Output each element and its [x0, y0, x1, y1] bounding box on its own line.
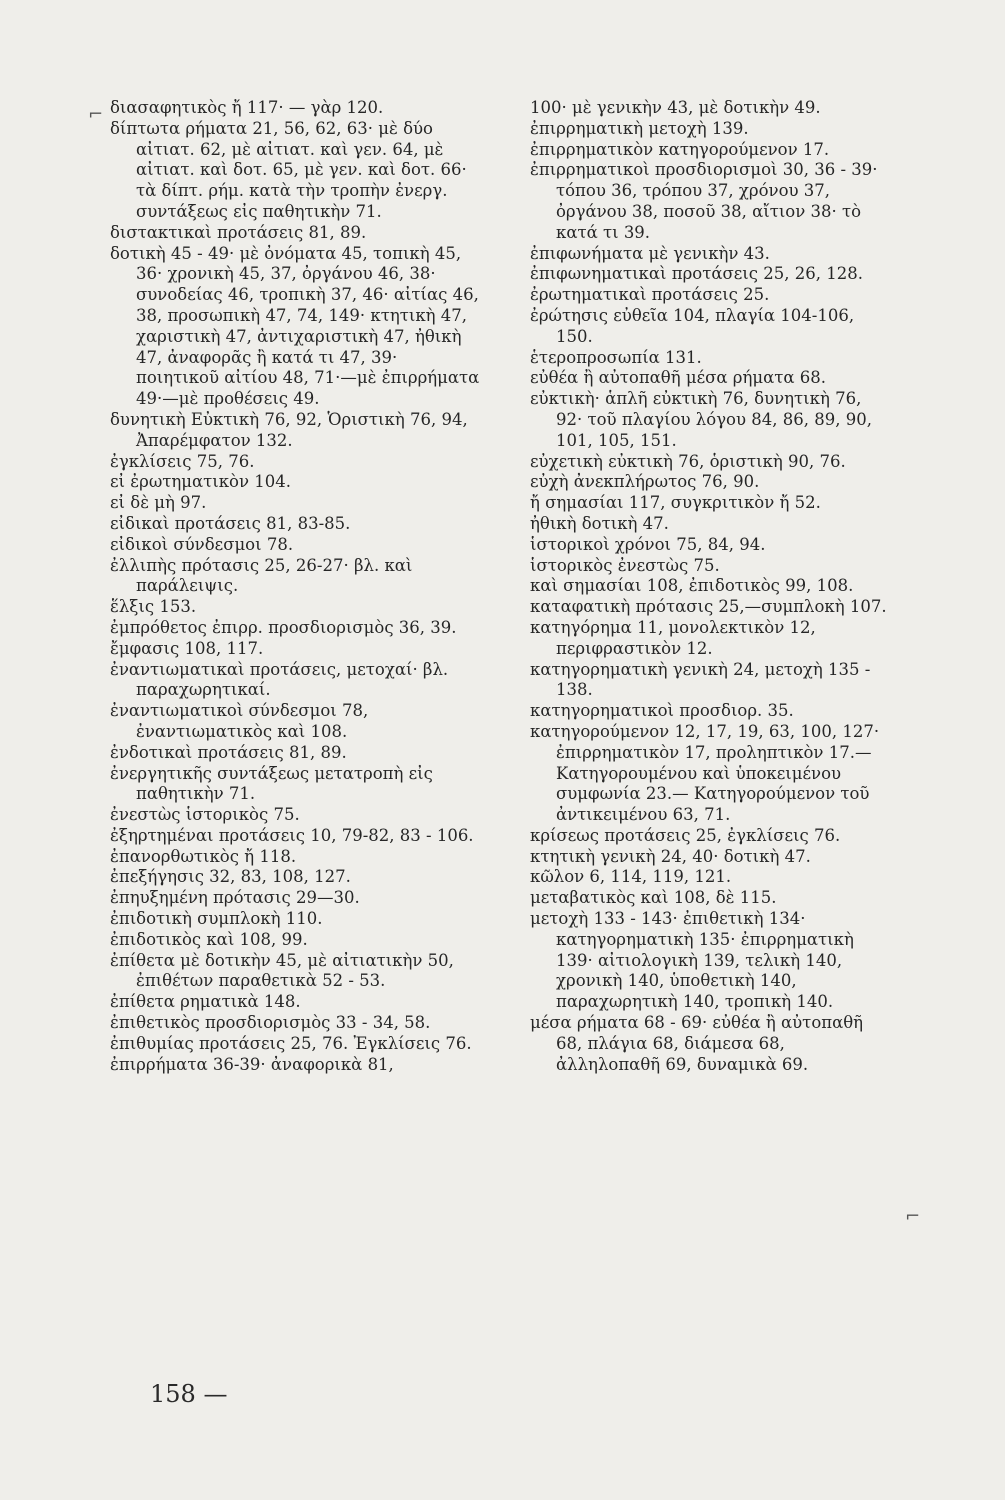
- index-entry: κατηγορούμενον 12, 17, 19, 63, 100, 127· ἐπιρρηματικὸν 17, προληπτικὸν 17.— Κατηγορουμένου καὶ ὑποκειμένου συμφωνία 23.— Κατηγορούμενον τοῦ ἀντικειμένου 63, 71.: [530, 721, 880, 825]
- index-entry: μέσα ρήματα 68 - 69· εὐθέα ἢ αὐτοπαθῆ 68, πλάγια 68, διάμεσα 68, ἀλληλοπαθῆ 69, δυναμικὰ 69.: [530, 1013, 864, 1074]
- index-entry: εἰδικαὶ προτάσεις 81, 83-85.: [110, 513, 351, 533]
- index-entry: ἤ σημασίαι 117, συγκριτικὸν ἤ 52.: [530, 493, 821, 513]
- index-entry: εὐθέα ἢ αὐτοπαθῆ μέσα ρήματα 68.: [530, 368, 826, 388]
- index-entry: ἐπιρρήματα 36-39· ἀναφορικὰ 81,: [110, 1054, 394, 1074]
- index-entry: ἐπιφωνήματα μὲ γενικὴν 43.: [530, 243, 770, 263]
- index-entry: εὐχετικὴ εὐκτικὴ 76, ὁριστικὴ 90, 76.: [530, 451, 846, 471]
- index-entry: 100· μὲ γενικὴν 43, μὲ δοτικὴν 49.: [530, 98, 821, 117]
- index-entry: ἐπηυξημένη πρότασις 29—30.: [110, 888, 360, 908]
- index-entry: ἱστορικὸς ἐνεστὼς 75.: [530, 555, 720, 575]
- index-entry: διστακτικαὶ προτάσεις 81, 89.: [110, 222, 367, 242]
- index-entry: ἐναντιωματικοὶ σύνδεσμοι 78, ἐναντιωματικὸς καὶ 108.: [110, 701, 369, 741]
- index-entry: ἐγκλίσεις 75, 76.: [110, 451, 255, 471]
- index-entry: κῶλον 6, 114, 119, 121.: [530, 867, 732, 887]
- index-entry: ἐπιρρηματικὴ μετοχὴ 139.: [530, 118, 749, 138]
- index-entry: μετοχὴ 133 - 143· ἐπιθετικὴ 134· κατηγορηματικὴ 135· ἐπιρρηματικὴ 139· αἰτιολογικὴ 139, τελικὴ 140, χρονικὴ 140, ὑποθετικὴ 140, παραχωρητικὴ 140, τροπικὴ 140.: [530, 909, 854, 1012]
- index-entry: ἐλλιπὴς πρότασις 25, 26-27· βλ. καὶ παράλειψις.: [110, 555, 413, 596]
- margin-mark-right: ⌐: [905, 1206, 921, 1227]
- index-entry: κρίσεως προτάσεις 25, ἐγκλίσεις 76.: [530, 825, 841, 845]
- index-entry: δοτικὴ 45 - 49· μὲ ὀνόματα 45, τοπικὴ 45, 36· χρονικὴ 45, 37, ὀργάνου 46, 38· συνοδείας 46, τροπικὴ 37, 46· αἰτίας 46, 38, προσωπικὴ 47, 74, 149· κτητικὴ 47, χαριστικὴ 47, ἀντιχαριστικὴ 47, ἠθικὴ 47, ἀναφορᾶς ἢ κατά τι 47, 39· ποιητικοῦ αἰτίου 48, 71·—μὲ ἐπιρρήματα 49·—μὲ προθέσεις 49.: [110, 243, 480, 409]
- index-entry: ἑτεροπροσωπία 131.: [530, 347, 702, 367]
- index-entry: διασαφητικὸς ἤ 117· — γὰρ 120.: [110, 98, 384, 117]
- index-entry: ἐμπρόθετος ἐπιρρ. προσδιορισμὸς 36, 39.: [110, 617, 457, 637]
- index-entry: ἐπιρρηματικὸν κατηγορούμενον 17.: [530, 139, 830, 159]
- index-entry: ἐπιθετικὸς προσδιορισμὸς 33 - 34, 58.: [110, 1013, 431, 1033]
- index-entry: ἕλξις 153.: [110, 597, 197, 617]
- index-entry: εὐχὴ ἀνεκπλήρωτος 76, 90.: [530, 472, 760, 492]
- index-entry: ἐναντιωματικαὶ προτάσεις, μετοχαί· βλ. παραχωρητικαί.: [110, 659, 449, 700]
- index-entry: κατηγορηματικοὶ προσδιορ. 35.: [530, 701, 794, 721]
- index-entry: ἐνεργητικῆς συντάξεως μετατροπὴ εἰς παθητικὴν 71.: [110, 763, 433, 804]
- index-entry: μεταβατικὸς καὶ 108, δὲ 115.: [530, 888, 777, 908]
- index-column-right: [530, 98, 892, 1075]
- margin-mark: ⌐: [88, 104, 104, 125]
- index-entry: δίπτωτα ρήματα 21, 56, 62, 63· μὲ δύο αἰτιατ. 62, μὲ αἰτιατ. καὶ γεν. 64, μὲ αἰτιατ. καὶ δοτ. 65, μὲ γεν. καὶ δοτ. 66· τὰ δίπτ. ρήμ. κατὰ τὴν τροπὴν ἐνεργ. συντάξεως εἰς παθητικὴν 71.: [110, 118, 467, 221]
- index-entry: δυνητικὴ Εὐκτικὴ 76, 92, Ὁριστικὴ 76, 94, Ἀπαρέμφατον 132.: [110, 409, 468, 450]
- index-entry: καὶ σημασίαι 108, ἐπιδοτικὸς 99, 108.: [530, 576, 854, 596]
- index-entry: ἐνεστὼς ἱστορικὸς 75.: [110, 805, 300, 825]
- index-entry: κατηγορηματικὴ γενικὴ 24, μετοχὴ 135 - 138.: [530, 659, 871, 700]
- index-entry: ἐπιδοτικὴ συμπλοκὴ 110.: [110, 909, 323, 929]
- index-entry: καταφατικὴ πρότασις 25,—συμπλοκὴ 107.: [530, 597, 887, 617]
- index-entry: ἐρώτησις εὐθεῖα 104, πλαγία 104-106, 150.: [530, 305, 855, 346]
- index-entry: ἐρωτηματικαὶ προτάσεις 25.: [530, 285, 770, 305]
- index-entry: ἐπεξήγησις 32, 83, 108, 127.: [110, 867, 351, 887]
- index-entry: ἐπιφωνηματικαὶ προτάσεις 25, 26, 128.: [530, 264, 863, 284]
- index-entry: ἐπιδοτικὸς καὶ 108, 99.: [110, 929, 308, 949]
- index-entry: ἔμφασις 108, 117.: [110, 638, 264, 658]
- page-number: 158 —: [150, 1380, 228, 1408]
- index-entry: ἐξηρτημέναι προτάσεις 10, 79-82, 83 - 106.: [110, 825, 474, 845]
- index-entry: ἐνδοτικαὶ προτάσεις 81, 89.: [110, 742, 347, 762]
- index-entry: εἰδικοὶ σύνδεσμοι 78.: [110, 534, 294, 554]
- index-entry: ἠθικὴ δοτικὴ 47.: [530, 513, 669, 533]
- index-entry: ἱστορικοὶ χρόνοι 75, 84, 94.: [530, 534, 766, 554]
- index-entry: κατηγόρημα 11, μονολεκτικὸν 12, περιφραστικὸν 12.: [530, 617, 816, 658]
- index-entry: εἰ δὲ μὴ 97.: [110, 493, 207, 513]
- index-entry: ἐπιθυμίας προτάσεις 25, 76. Ἐγκλίσεις 76.: [110, 1033, 472, 1053]
- index-entry: ἐπιρρηματικοὶ προσδιορισμοὶ 30, 36 - 39· τόπου 36, τρόπου 37, χρόνου 37, ὀργάνου 38, ποσοῦ 38, αἴτιον 38· τὸ κατά τι 39.: [530, 160, 878, 242]
- index-entry: κτητικὴ γενικὴ 24, 40· δοτικὴ 47.: [530, 846, 811, 866]
- index-entry: ἐπίθετα ρηματικὰ 148.: [110, 992, 301, 1012]
- index-entry: ἐπανορθωτικὸς ἤ 118.: [110, 846, 297, 866]
- index-entry: εἰ ἐρωτηματικὸν 104.: [110, 472, 292, 492]
- index-entry: εὐκτικὴ· ἁπλῆ εὐκτικὴ 76, δυνητικὴ 76, 92· τοῦ πλαγίου λόγου 84, 86, 89, 90, 101, 105, 151.: [530, 389, 872, 450]
- index-column-left: [110, 98, 482, 1075]
- index-entry: ἐπίθετα μὲ δοτικὴν 45, μὲ αἰτιατικὴν 50, ἐπιθέτων παραθετικὰ 52 - 53.: [110, 950, 454, 991]
